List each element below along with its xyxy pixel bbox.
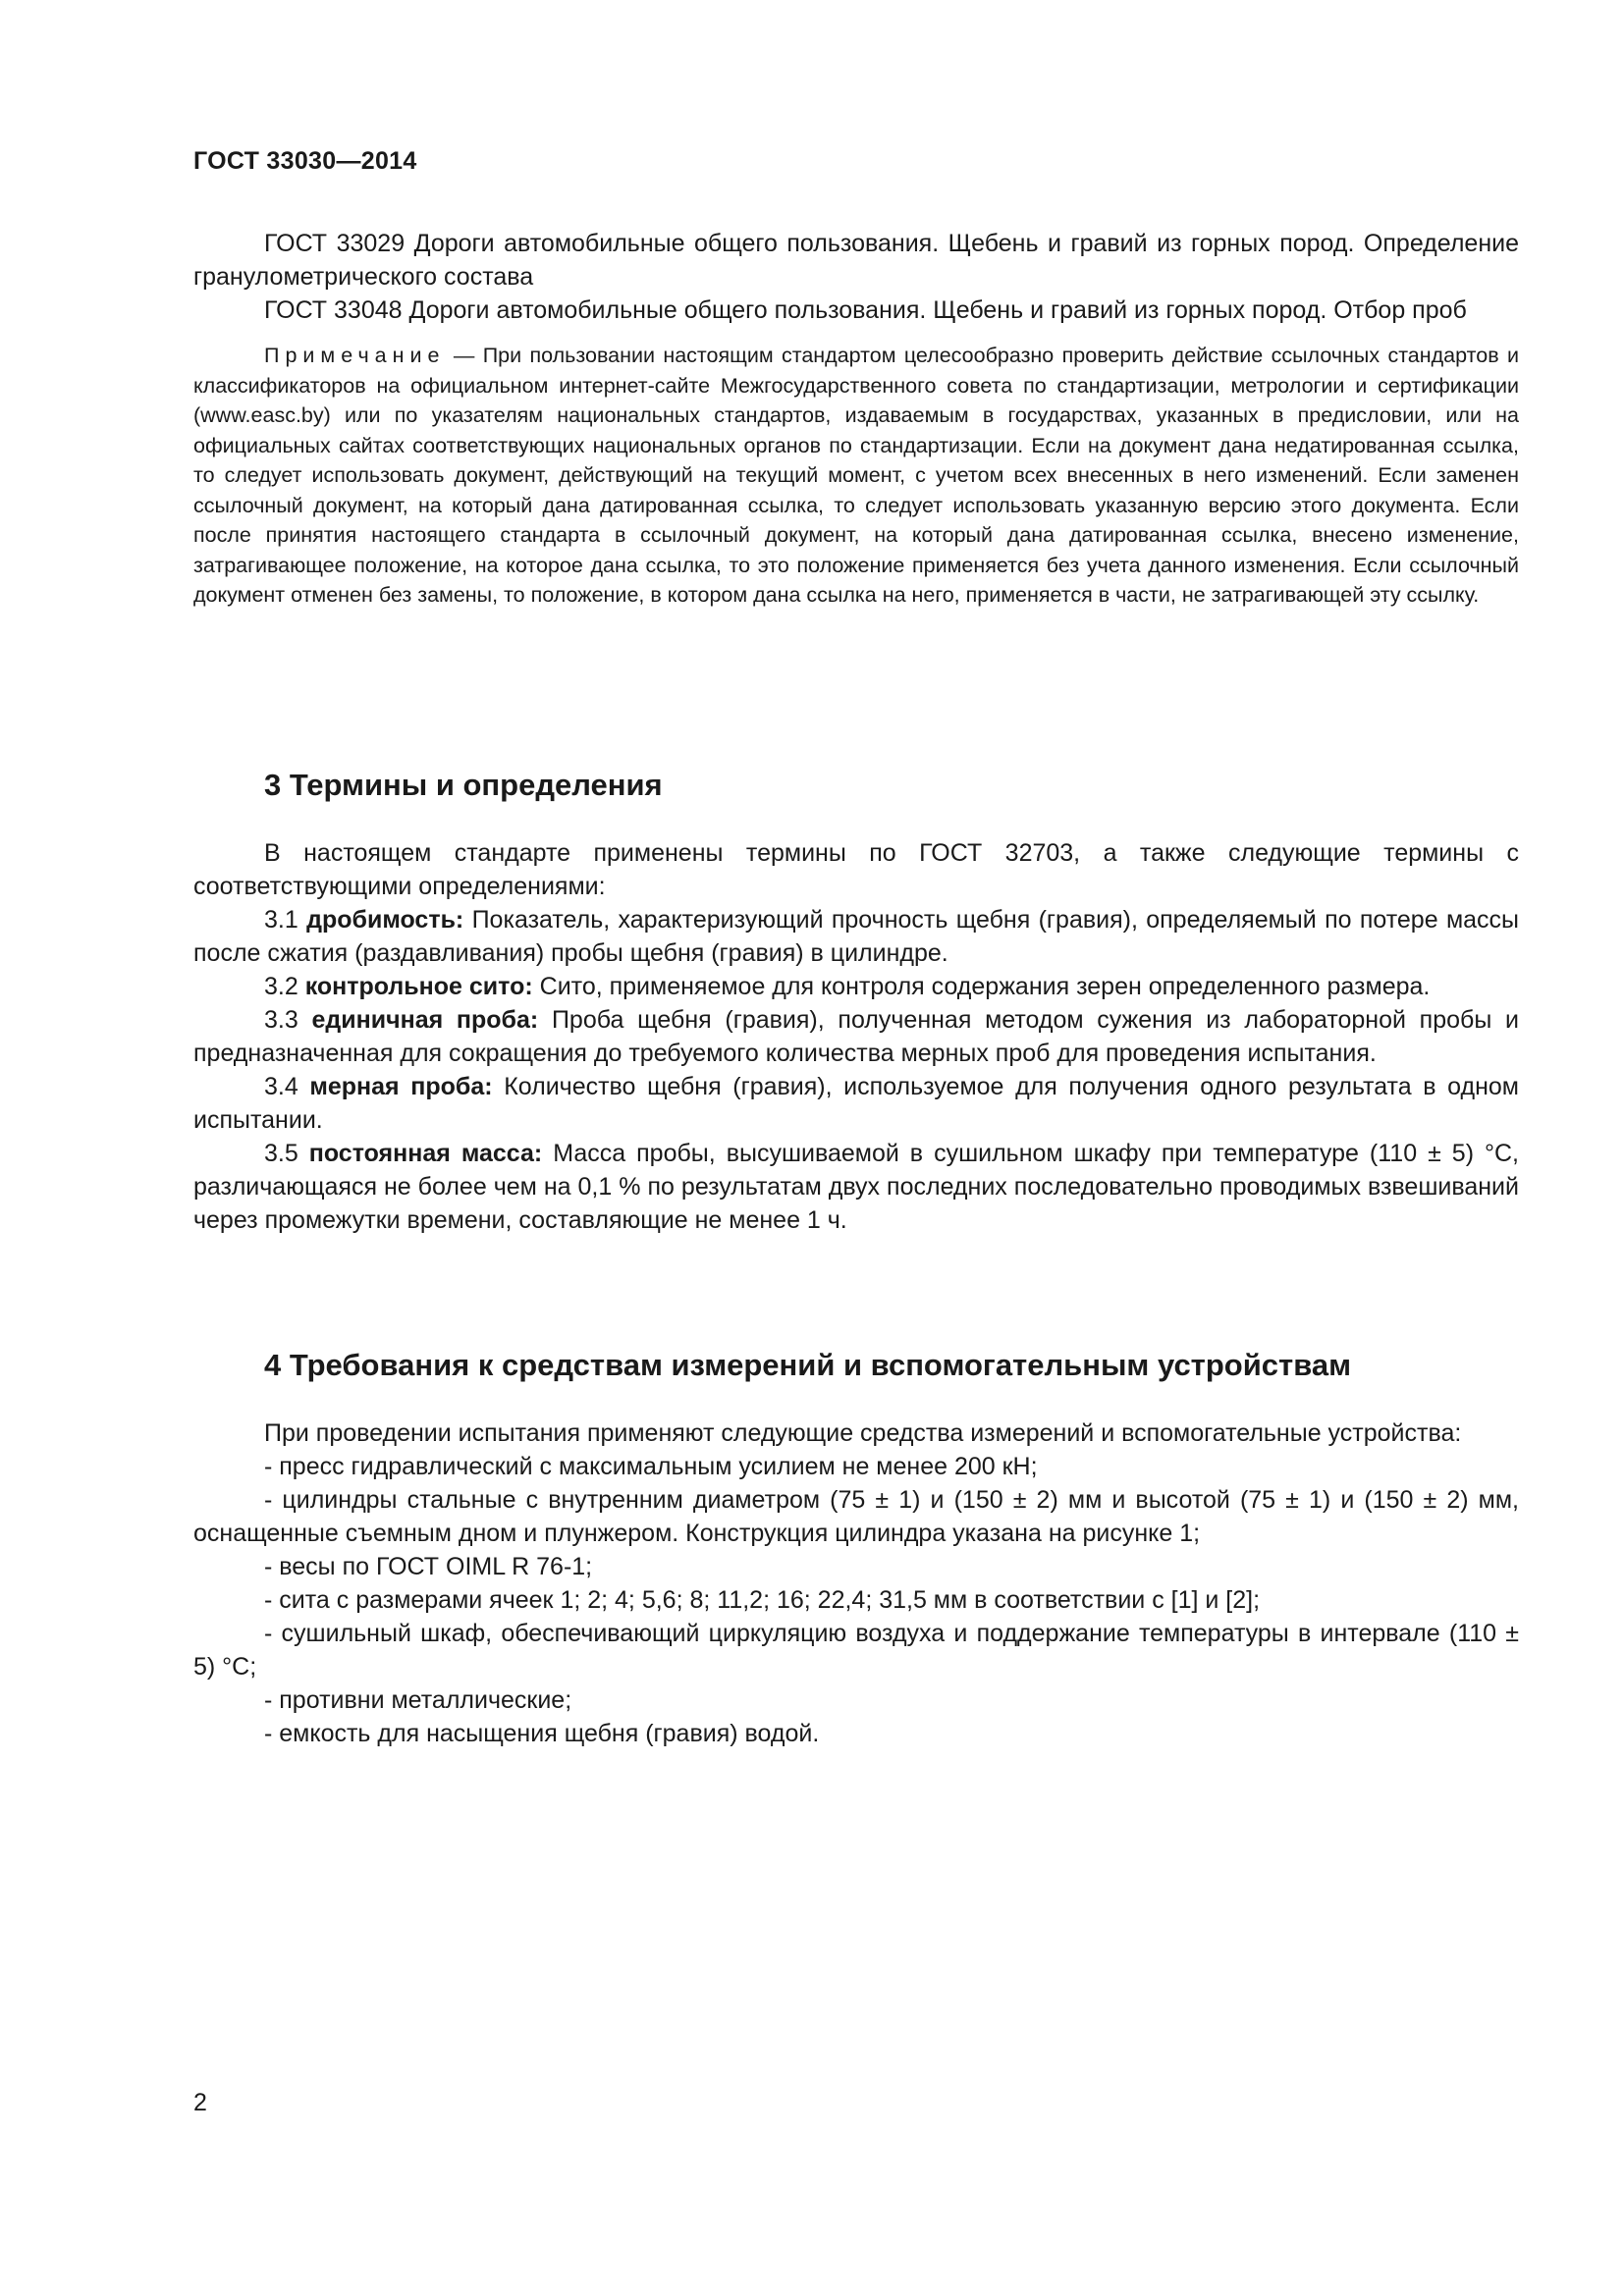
section-3-heading: 3 Термины и определения (264, 768, 663, 802)
reference-item: ГОСТ 33048 Дороги автомобильные общего пользования. Щебень и гравий из горных пород. Отбор проб (264, 296, 1467, 324)
note-dash: — (445, 344, 483, 367)
term-definition (193, 1137, 1519, 1237)
term-name: контрольное сито: (304, 973, 533, 1000)
term-number: 3.3 (264, 1006, 312, 1034)
term-text: Сито, применяемое для контроля содержания зерен определенного размера. (532, 973, 1431, 1000)
equipment-item: - весы по ГОСТ OIML R 76-1; (264, 1553, 593, 1580)
equipment-item: - емкость для насыщения щебня (гравия) водой. (264, 1720, 820, 1747)
reference-item: ГОСТ 33029 Дороги автомобильные общего пользования. Щебень и гравий из горных пород. Определение гранулометрического состава (193, 230, 1519, 291)
term-number: 3.1 (264, 906, 307, 934)
term-name: постоянная масса: (308, 1140, 543, 1167)
term-definition (193, 903, 1519, 970)
equipment-item: - сита с размерами ячеек 1; 2; 4; 5,6; 8; 11,2; 16; 22,4; 31,5 мм в соответствии с [1] и [2]; (264, 1586, 1261, 1614)
equipment-item: - пресс гидравлический с максимальным усилием не менее 200 кН; (264, 1453, 1038, 1480)
term-name: мерная проба: (309, 1073, 493, 1100)
section-4-intro: При проведении испытания применяют следующие средства измерений и вспомогательные устройства: (264, 1419, 1462, 1447)
note-label: Примечание (264, 344, 446, 367)
section-4-heading: 4 Требования к средствам измерений и вспомогательным устройствам (264, 1348, 1352, 1382)
term-number: 3.2 (264, 973, 305, 1000)
term-number: 3.5 (264, 1140, 309, 1167)
term-text: Показатель, характеризующий прочность щебня (гравия), определяемый по потере массы после сжатия (раздавливания) пробы щебня (гравия) в цилиндре. (193, 906, 1520, 967)
equipment-item: - цилиндры стальные с внутренним диаметром (75 ± 1) и (150 ± 2) мм и высотой (75 ± 1) и (150 ± 2) мм, оснащенные съемным дном и плунжером. Конструкция цилиндра указана на рисунке 1; (193, 1486, 1519, 1547)
term-definition (193, 1003, 1519, 1070)
term-number: 3.4 (264, 1073, 310, 1100)
section-3-intro: В настоящем стандарте применены термины по ГОСТ 32703, а также следующие термины с соответствующими определениями: (193, 839, 1519, 900)
section-4 (193, 1348, 1519, 1750)
note-text: При пользовании настоящим стандартом целесообразно проверить действие ссылочных стандартов и классификаторов на официальном интернет-сайте Межгосударственного совета по стандартизации, метрологии и сертификации (www.easc.by) или по указателям национальных стандартов, издаваемым в государствах, указанных в предисловии, или на официальных сайтах соответствующих национальных органов по стандартизации. Если на документ дана недатированная ссылка, то следует использовать документ, действующий на текущий момент, с учетом всех внесенных в него изменений. Если заменен ссылочный документ, на который дана датированная ссылка, то следует использовать указанную версию этого документа. Если после принятия настоящего стандарта в ссылочный документ, на который дана датированная ссылка, внесено изменение, затрагивающее положение, на которое дана ссылка, то это положение применяется без учета данного изменения. Если ссылочный документ отменен без замены, то положение, в котором дана ссылка на него, применяется в части, не затрагивающей эту ссылку. (193, 344, 1519, 607)
equipment-item: - сушильный шкаф, обеспечивающий циркуляцию воздуха и поддержание температуры в интервале (110 ± 5) °С; (193, 1620, 1519, 1681)
term-name: единичная проба: (311, 1006, 539, 1034)
references-block (193, 227, 1519, 611)
term-text: Проба щебня (гравия), полученная методом сужения из лабораторной пробы и предназначенная для сокращения до требуемого количества мерных проб для проведения испытания. (193, 1006, 1519, 1067)
document-header: ГОСТ 33030—2014 (193, 147, 417, 175)
term-definition (193, 970, 1519, 1003)
term-text: Масса пробы, высушиваемой в сушильном шкафу при температуре (110 ± 5) °С, различающаяся не более чем на 0,1 % по результатам двух последних последовательно проводимых взвешиваний через промежутки времени, составляющие не менее 1 ч. (193, 1140, 1520, 1234)
term-definition (193, 1070, 1519, 1137)
equipment-item: - противни металлические; (264, 1686, 572, 1714)
note-paragraph (193, 341, 1519, 611)
page-number: 2 (193, 2089, 207, 2116)
section-3 (193, 768, 1519, 1237)
term-name: дробимость: (306, 906, 464, 934)
term-text: Количество щебня (гравия), используемое для получения одного результата в одном испытании. (193, 1073, 1519, 1134)
